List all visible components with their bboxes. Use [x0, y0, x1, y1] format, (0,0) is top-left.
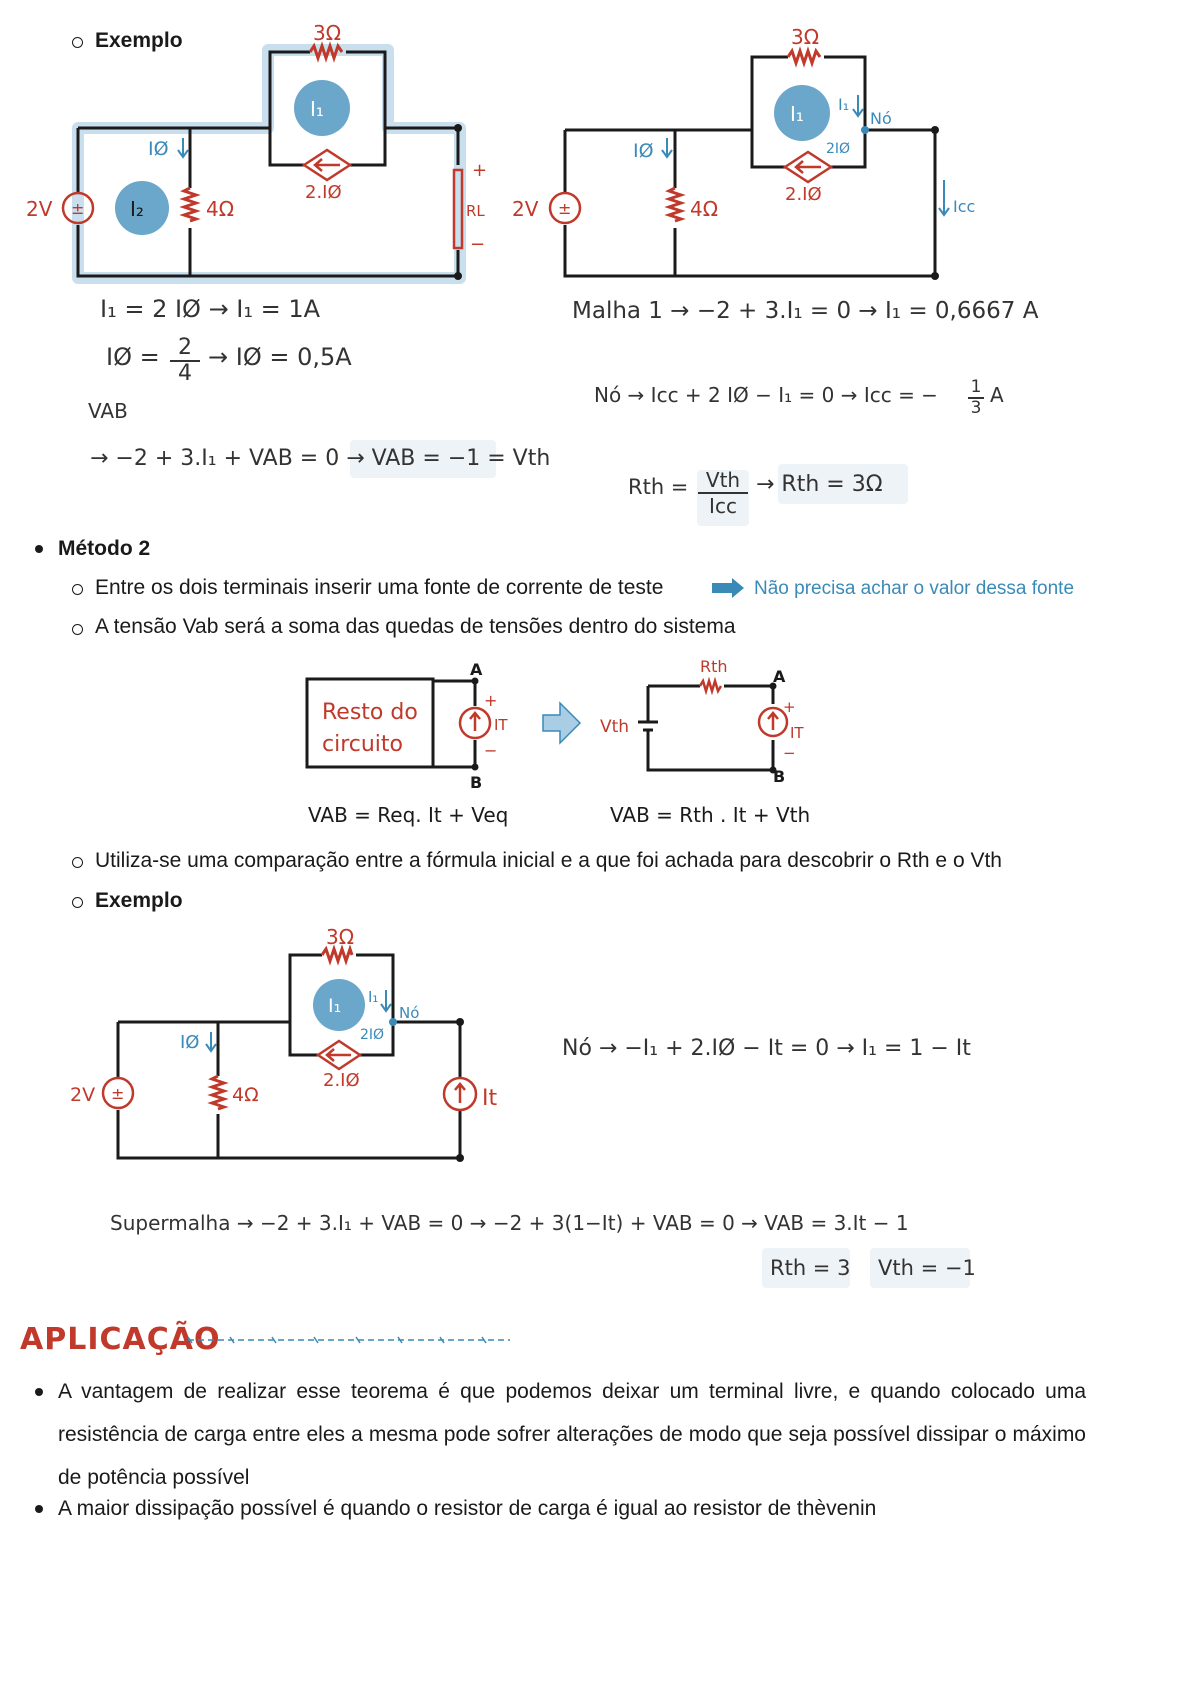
c2-node-label: Nó: [870, 109, 892, 128]
diagram-plus-right: +: [783, 698, 796, 716]
eq2-rth-den: Icc: [709, 494, 737, 518]
aplicacao-para1: A vantagem de realizar esse teorema é que podemos deixar um terminal livre, e quando colocado uma resistência de carga entre eles a mesma pode sofrer alterações de modo que seja possível dissipar o máximo de potência possível: [58, 1380, 1086, 1489]
c2-i1-label: I₁: [838, 95, 850, 114]
c2-dep-source-label: 2.IØ: [785, 184, 822, 205]
eq3-rth: Rth = 3: [770, 1256, 851, 1280]
c2-mesh1-label: I₁: [790, 102, 804, 126]
diagram-minus-left: −: [484, 741, 498, 760]
c2-r-top-label: 3Ω: [791, 25, 820, 49]
c3-source-pm: ±: [111, 1084, 125, 1103]
c3-source-label: 2V: [70, 1084, 96, 1106]
eq3-supermalha: Supermalha → −2 + 3.I₁ + VAB = 0 → −2 + 3(1−It) + VAB = 0 → VAB = 3.It − 1: [110, 1211, 909, 1235]
c3-r-top-label: 3Ω: [326, 925, 355, 949]
diagram-box-line1: Resto do: [322, 700, 418, 725]
metodo2-item3: Utiliza-se uma comparação entre a fórmula inicial e a que foi achada para descobrir o Rth e o Vth: [95, 849, 1002, 872]
c2-source-pm: ±: [558, 199, 572, 218]
c3-iphi-label: IØ: [180, 1032, 200, 1053]
metodo2-item1: Entre os dois terminais inserir uma fonte de corrente de teste: [95, 576, 664, 599]
diagram-plus-left: +: [484, 691, 498, 710]
eq2-no-unit: A: [990, 383, 1004, 407]
aplicacao-heading: APLICAÇÃO: [20, 1322, 221, 1357]
list-bullet: [35, 1505, 43, 1513]
eq3-vth: Vth = −1: [878, 1256, 976, 1280]
c3-it-label: It: [482, 1086, 498, 1111]
diagram-it-left: IT: [494, 716, 508, 734]
eq2-no-frac-den: 3: [970, 398, 982, 418]
eq2-no: Nó → Icc + 2 IØ − I₁ = 0 → Icc = −: [594, 383, 938, 407]
c1-mesh1-label: I₁: [310, 97, 324, 121]
diagram-b-left: B: [470, 773, 483, 792]
metodo2-title: Método 2: [58, 537, 151, 560]
eq1-vab-label: VAB: [88, 399, 128, 423]
c1-mesh2-label: I₂: [130, 197, 144, 221]
metodo2-item2: A tensão Vab será a soma das quedas de tensões dentro do sistema: [95, 615, 736, 638]
c1-source-label: 2V: [26, 197, 53, 221]
c2-2iphi-label: 2IØ: [826, 141, 851, 157]
exemplo-label-2: Exemplo: [95, 889, 183, 912]
exemplo-label-1: Exemplo: [95, 29, 183, 52]
diagram-vth: Vth: [600, 717, 630, 737]
c3-dep-source-label: 2.IØ: [323, 1070, 360, 1091]
c1-r-top-label: 3Ω: [313, 21, 342, 45]
eq2-rth-num: Vth: [698, 468, 748, 494]
c1-plus: +: [472, 160, 488, 181]
eq1-frac-den: 4: [178, 361, 192, 386]
eq1-line2b: → IØ = 0,5A: [208, 343, 352, 371]
eq1-line2a: IØ =: [106, 343, 160, 371]
eq1-line3: → −2 + 3.I₁ + VAB = 0 → VAB = −1 = Vth: [90, 446, 551, 471]
c2-icc-label: Icc: [953, 197, 976, 216]
c2-r-mid-label: 4Ω: [690, 197, 719, 221]
eq2-rth-lhs: Rth =: [628, 475, 689, 499]
c3-mesh1-label: I₁: [328, 995, 342, 1017]
c1-dep-source-label: 2.IØ: [305, 182, 342, 203]
c3-i1-label: I₁: [368, 988, 379, 1006]
c1-r-mid-label: 4Ω: [206, 197, 235, 221]
c1-load-label: RL: [466, 202, 485, 220]
c1-source-pm: ±: [71, 199, 85, 218]
c2-iphi-label: IØ: [633, 140, 654, 162]
diagram-b-right: B: [773, 767, 786, 786]
c3-node-eq: Nó → −I₁ + 2.IØ − It = 0 → I₁ = 1 − It: [562, 1036, 971, 1061]
c1-minus: −: [470, 234, 486, 255]
diagram-a-right: A: [773, 667, 786, 686]
c3-node-label: Nó: [399, 1004, 420, 1022]
diagram-minus-right: −: [783, 744, 796, 762]
aplicacao-para2: A maior dissipação possível é quando o resistor de carga é igual ao resistor de thèvenin: [58, 1497, 877, 1520]
diagram-eq-right: VAB = Rth . It + Vth: [610, 803, 811, 827]
eq2-no-frac-num: 1: [968, 378, 984, 399]
metodo2-item1-note: Não precisa achar o valor dessa fonte: [754, 578, 1075, 599]
c2-source-label: 2V: [512, 197, 539, 221]
eq1-line1: I₁ = 2 IØ → I₁ = 1A: [100, 295, 321, 323]
list-bullet: [35, 1388, 43, 1396]
diagram-rth: Rth: [700, 657, 728, 676]
diagram-it-right: IT: [790, 724, 804, 742]
c3-2iphi-label: 2IØ: [360, 1027, 385, 1043]
diagram-box-line2: circuito: [322, 732, 404, 757]
diagram-a-left: A: [470, 660, 483, 679]
c1-iphi-label: IØ: [148, 138, 169, 160]
eq1-frac-num: 2: [170, 336, 200, 362]
c3-r-mid-label: 4Ω: [232, 1084, 259, 1106]
eq2-rth-rhs: → Rth = 3Ω: [756, 472, 883, 497]
diagram-eq-left: VAB = Req. It + Veq: [308, 803, 509, 827]
eq2-malha: Malha 1 → −2 + 3.I₁ = 0 → I₁ = 0,6667 A: [572, 298, 1039, 324]
